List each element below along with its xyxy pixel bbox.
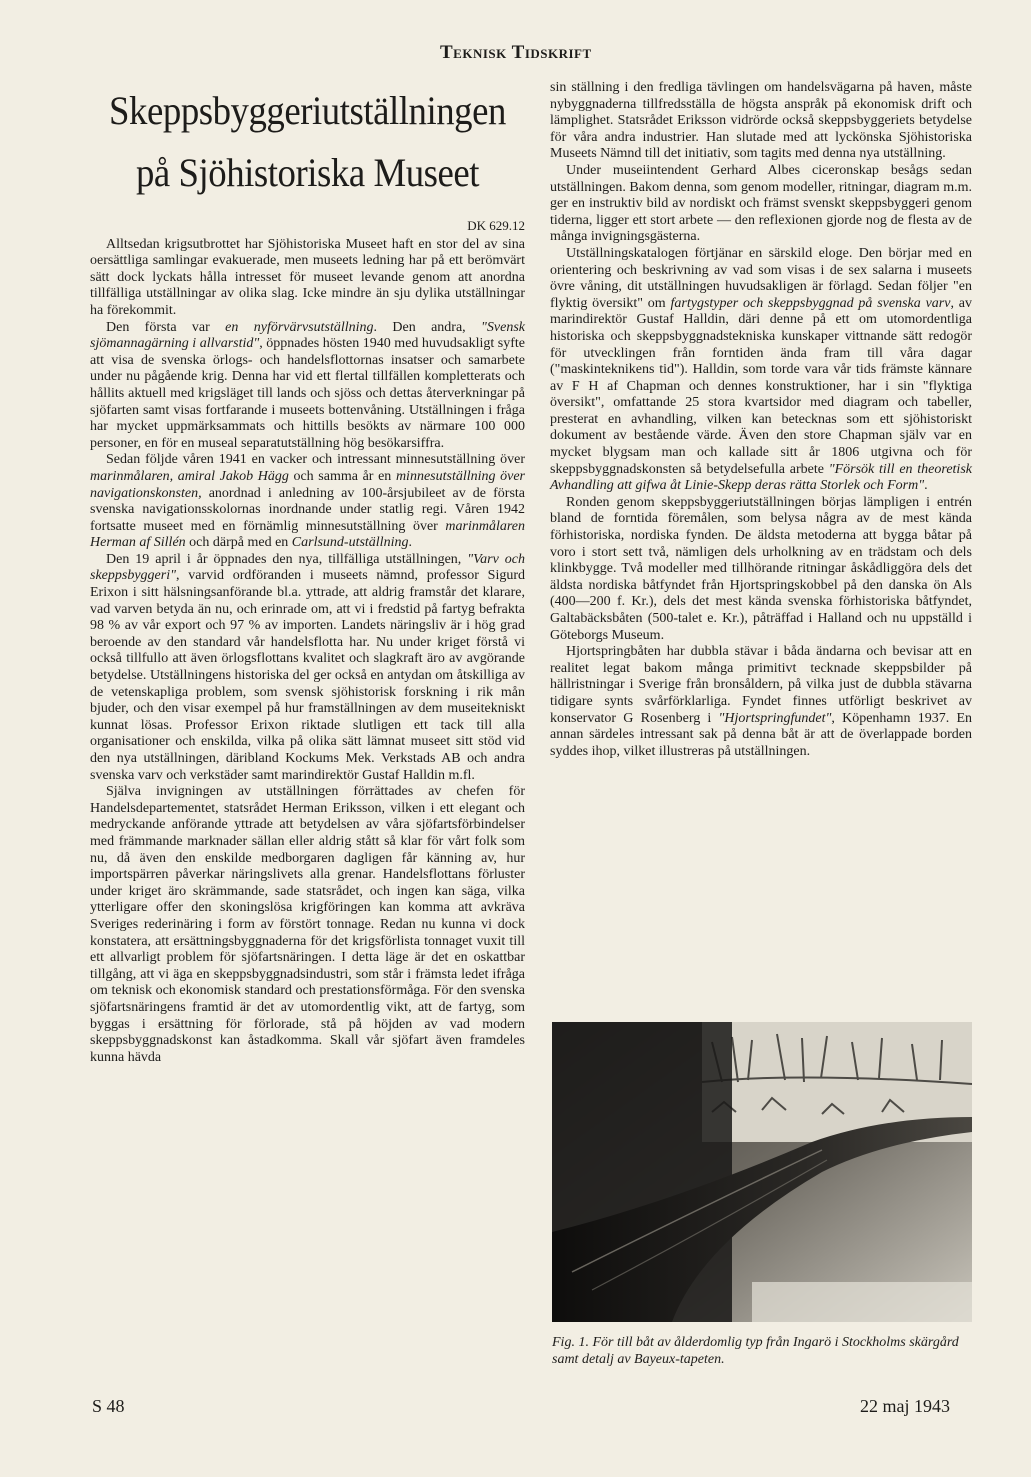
issue-date: 22 maj 1943	[860, 1396, 950, 1416]
paragraph: Sedan följde våren 1941 en vacker och intressant minnesutställning över marinmålaren, amiral Jakob Hägg och samma år en minnesutställning över navigationskonsten, anordnad i anledning av 100-årsjubileet av de första svenska navigationsskolornas inordnande under statlig regi. Våren 1942 fortsatte museet med en förnämlig minnesutställning över marinmålaren Herman af Sillén och därpå med en Carlsund-utställning.	[90, 452, 525, 551]
title-line-2: på Sjöhistoriska Museet	[135, 150, 480, 195]
article-title	[107, 80, 507, 204]
title-line-1: Skeppsbyggeriutställningen	[109, 88, 506, 133]
paragraph: Hjortspringbåten har dubbla stävar i båda ändarna och bevisar att en realitet legat bakom många primitivt tecknade skeppsbilder på hällristningar i Sverige från bronsåldern, på vilka just de dubbla stävarna tidigare synts svårförklarliga. Fyndet finnes utförligt beskrivet av konservator G Rosenberg i "Hjortspringfundet", Köpenhamn 1937. En annan särdeles intressant sak på denna båt är att de överlappade borden syddes ihop, vilket illustreras på utställningen.	[550, 644, 972, 759]
figure-caption: Fig. 1. För till båt av ålderdomlig typ från Ingarö i Stockholms skärgård samt detalj av Bayeux-tapeten.	[552, 1335, 959, 1367]
boat-photo-image	[552, 1022, 972, 1322]
paragraph: sin ställning i den fredliga tävlingen om handelsvägarna på haven, måste nybyggnaderna tillfredsställa de högsta anspråk på ekonomisk drift och lämplighet. Statsrådet Eriksson vidrörde också skeppsbyggeriets betydelse för våra andra industrier. Han slutade med att lyckönska Sjöhistoriska Museets Nämnd till det initiativ, som tagits med denna nya utställning.	[550, 80, 972, 162]
paragraph: Den första var en nyförvärvsutställning. Den andra, "Svensk sjömannagärning i allvarstid", öppnades hösten 1940 med huvudsakligt syfte att visa de svenska örlogs- och handelsflottornas insatser och samarbete under nu pågående krig. Denna har vid ett flertal tillfällen kompletterats och hållits aktuell med krigsläget till lands och sjöss och dettas återverkningar på sjöfarten samt visas fortfarande i museets bottenvåning. Utställningen i fråga har mycket uppmärksammats och hittills besökts av närmare 100 000 personer, en för en museal separatutställning hög besökarsiffra.	[90, 319, 525, 451]
right-column	[550, 80, 972, 760]
journal-header: Teknisk Tidskrift	[440, 42, 592, 63]
paragraph: Den 19 april i år öppnades den nya, tillfälliga utställningen, "Varv och skeppsbyggeri", varvid ordföranden i museets nämnd, professor Sigurd Erixon i sitt hälsningsanförande bl.a. yttrade, att aldrig framstår det klarare, vad varven betyda än nu, och erinrade om, att vi i fredstid på fartyg befrakta 98 % av vår export och 97 % av importen. Landets näringsliv är i hög grad beroende av den standard vår handelsflotta har. Nu under kriget förstå vi också tillfullo att även örlogsflottans kvalitet och slagkraft äro av avgörande betydelse. Utställningens historiska del ger också en antydan om åtskilliga av de vetenskapliga problem, som svensk sjöhistorisk forskning i rik mån bjuder, och den visar exempel på hur framställningen av dem museitekniskt kunnat lösas. Professor Erixon riktade slutligen ett tack till alla organisationer och enskilda, vilka på olika sätt lämnat museet sitt stöd vid den nya utställningen, däribland Kockums Mek. Verkstads AB och andra svenska varv och verkstäder samt marindirektör Gustaf Halldin m.fl.	[90, 551, 525, 783]
paragraph: Ronden genom skeppsbyggeriutställningen börjas lämpligen i entrén bland de forntida föremålen, som belysa några av de mest kända förhistoriska, nordiska fynden. De äldsta metoderna att bygga båtar på voro i stort sett två, nämligen dels urholkning av en trädstam och dels klinkbygge. Två modeller med tillhörande ritningar åskådliggöra dels det äldsta nordiska båtfyndet från Hjortspringskobbel på den danska ön Als (400—200 f. Kr.), dels det mest kända svenska förhistoriska båtfyndet, Galtabäcksbåten (500-talet e. Kr.), påträffad i Halland och nu uppställd i Göteborgs Museum.	[550, 494, 972, 643]
dk-classification: DK 629.12	[467, 218, 525, 233]
left-column	[90, 80, 525, 1066]
paragraph: Alltsedan krigsutbrottet har Sjöhistoriska Museet haft en stor del av sina oersättliga samlingar evakuerade, men museets ledning har på ett berömvärt sätt dock lyckats hålla intresset för museet levande genom att anordna tillfälliga utställningar av olika slag. Icke mindre än sju dylika utställningar ha förekommit.	[90, 236, 525, 318]
paragraph: Under museiintendent Gerhard Albes ciceronskap besågs sedan utställningen. Bakom denna, som genom modeller, ritningar, diagram m.m. ger en instruktiv bild av nordiskt och främst svenskt skeppsbyggeri genom tiderna, ligger ett stort arbete — den reflexionen gjorde nog de flesta av de många invigningsgästerna.	[550, 162, 972, 245]
figure-boat-photo	[552, 1022, 972, 1322]
paragraph: Själva invigningen av utställningen förrättades av chefen för Handelsdepartementet, statsrådet Herman Eriksson, vilken i ett elegant och medryckande anförande yttrade att betydelsen av våra sjöfartsförbindelser med främmande marknader sällan eller aldrig stått så klar för vårt folk som nu, då även den enskilde medborgaren dagligen får känning av, hur importspärren påverkar näringslivets alla grenar. Handelsflottans förluster under kriget äro skrämmande, sade statsrådet, och ingen kan säga, vilka ytterligare offer den skoningslösa krigföringen kan komma att avkräva Sveriges rederinäring i form av förstört tonnage. Redan nu kunna vi dock konstatera, att ersättningsbyggnaderna för det krigsförlista tonnaget vuxit till ett allvarligt problem för sjöfartsnäringen. I detta läge är det en oskattbar tillgång, att vi äga en skeppsbyggnadsindustri, som står i främsta ledet ifråga om teknisk och ekonomisk standard och prestationsförmåga. För den svenska sjöfartsnäringens framtid är det av utomordentlig vikt, att de fartyg, som byggas i ersättning för förlorade, stå på höjden av vad modern skeppsbyggnadskonst kan åstadkomma. Skall vår sjöfart även framdeles kunna hävda	[90, 784, 525, 1065]
page-number: S 48	[92, 1396, 125, 1416]
paragraph: Utställningskatalogen förtjänar en särskild eloge. Den börjar med en orientering och beskrivning av vad som visas i de sex salarna i museets övre våning, dit utställningen huvudsakligen är förlagd. Sedan följer "en flyktig översikt" om fartygstyper och skeppsbyggnad på svenska varv, av marindirektör Gustaf Halldin, däri denne på ett om utomordentliga historiska och skeppsbyggnadstekniska kunskaper vittnande sätt redogör för utvecklingen från forntiden ända fram till våra dagar ("maskinteknikens tid"). Halldin, som torde vara vår tids främste kännare av F H af Chapman och dennes konstruktioner, har i sin "flyktiga översikt", omfattande 25 stora kvartsidor med diagram och tabeller, presterat en avhandling, vilken kan betecknas som ett sjöhistoriskt dokument av bestående värde. Även den store Chapman själv var en mycket blygsam man och kallade sitt år 1806 utgivna och för skeppsbyggnadskonsten så betydelsefulla arbete "Försök till en theoretisk Avhandling att gifwa åt Linie-Skepp deras rätta Storlek och Form".	[550, 245, 972, 494]
